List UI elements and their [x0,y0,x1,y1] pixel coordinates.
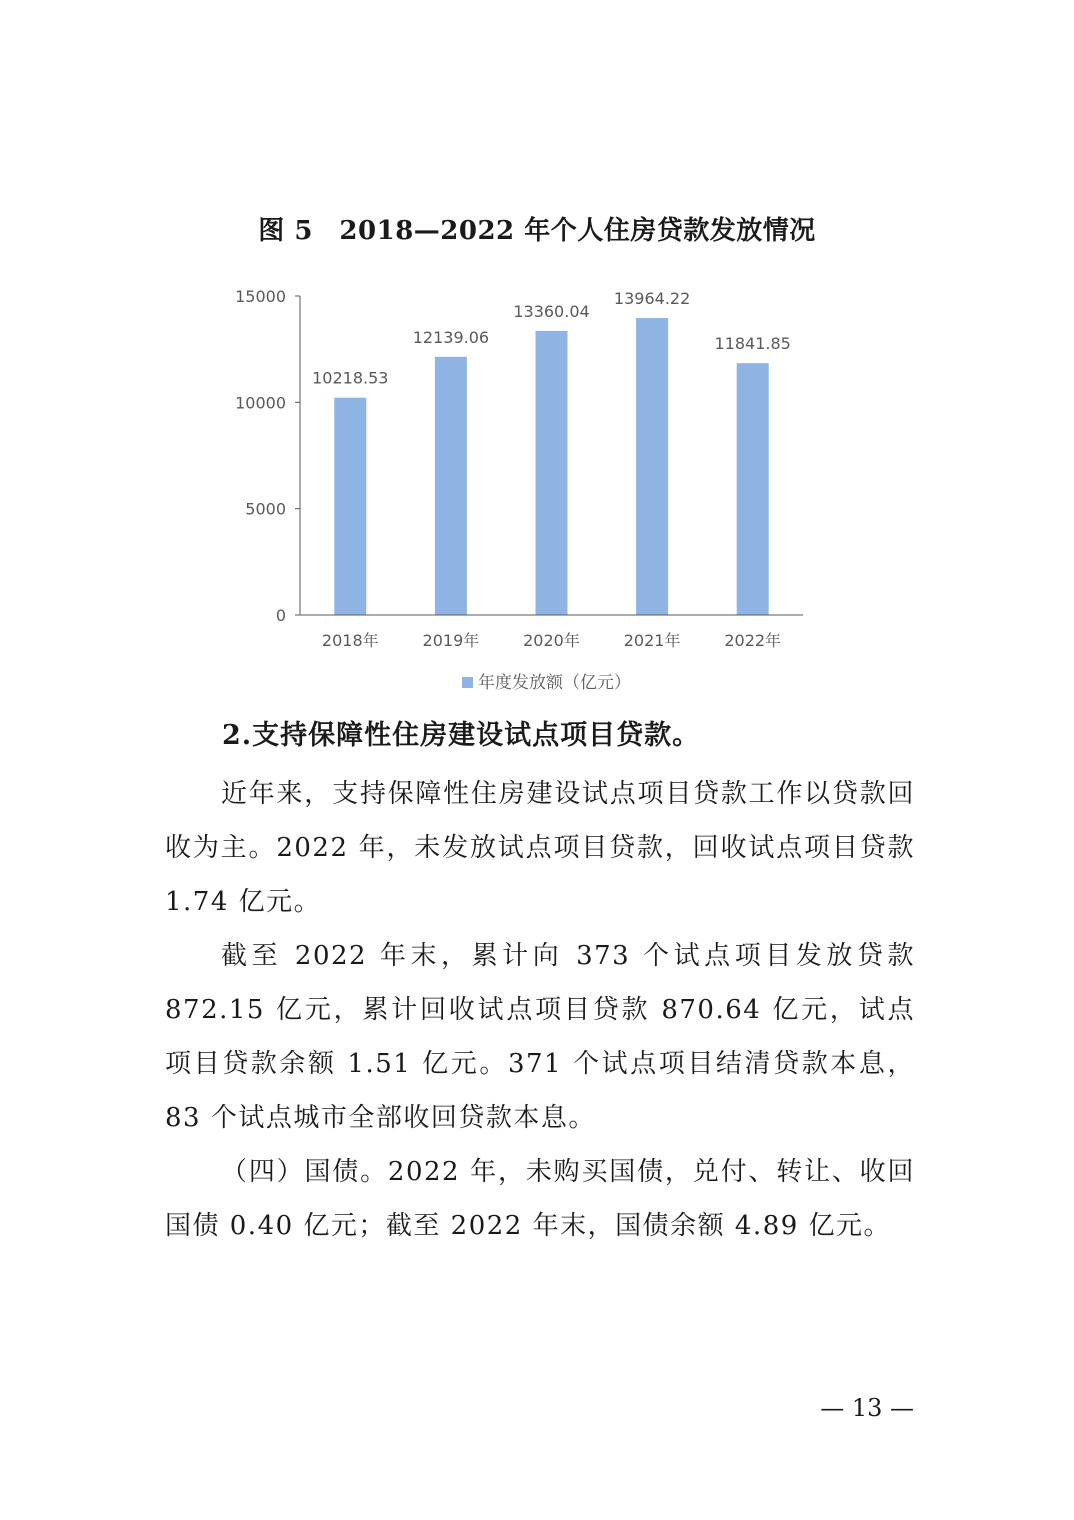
bar [435,357,467,615]
x-tick-label: 2018年 [321,631,379,650]
bar [737,363,769,615]
legend-label: 年度发放额（亿元） [478,673,631,693]
page-number: — 13 — [820,1394,914,1422]
bar [334,398,366,615]
y-tick-label: 15000 [235,287,286,306]
figure-title: 图 5 2018—2022 年个人住房贷款发放情况 [258,216,816,246]
legend [462,672,631,693]
paragraph-3: （四）国债。2022 年，未购买国债，兑付、转让、收回国债 0.40 亿元；截至 2022 年末，国债余额 4.89 亿元。 [165,1157,915,1241]
paragraph-2: 截至 2022 年末，累计向 373 个试点项目发放贷款 872.15 亿元，累计回收试点项目贷款 870.64 亿元，试点项目贷款余额 1.51 亿元。371 个试点项目结清贷款本息，83 个试点城市全部收回贷款本息。 [165,941,915,1133]
data-label: 12139.06 [412,327,490,347]
bar [536,331,568,615]
bar-chart [220,280,820,700]
data-label: 10218.53 [312,368,389,388]
data-label: 11841.85 [714,334,791,354]
y-axis [235,287,300,625]
data-label: 13964.22 [613,289,691,309]
section-heading: 2.支持保障性住房建设试点项目贷款。 [222,720,701,751]
data-label: 13360.04 [513,301,590,321]
y-tick-label: 5000 [245,499,286,519]
x-axis [300,615,803,650]
x-tick-label: 2020年 [523,631,580,650]
bars [334,318,768,615]
y-tick-label: 0 [275,606,286,625]
x-tick-label: 2022年 [724,631,782,650]
paragraph-1: 近年来，支持保障性住房建设试点项目贷款工作以贷款回收为主。2022 年，未发放试点项目贷款，回收试点项目贷款 1.74 亿元。 [165,779,915,917]
bar [636,318,668,615]
x-tick-label: 2019年 [422,631,480,650]
legend-swatch [462,677,473,688]
x-tick-label: 2021年 [623,631,681,650]
y-tick-label: 10000 [235,393,286,413]
